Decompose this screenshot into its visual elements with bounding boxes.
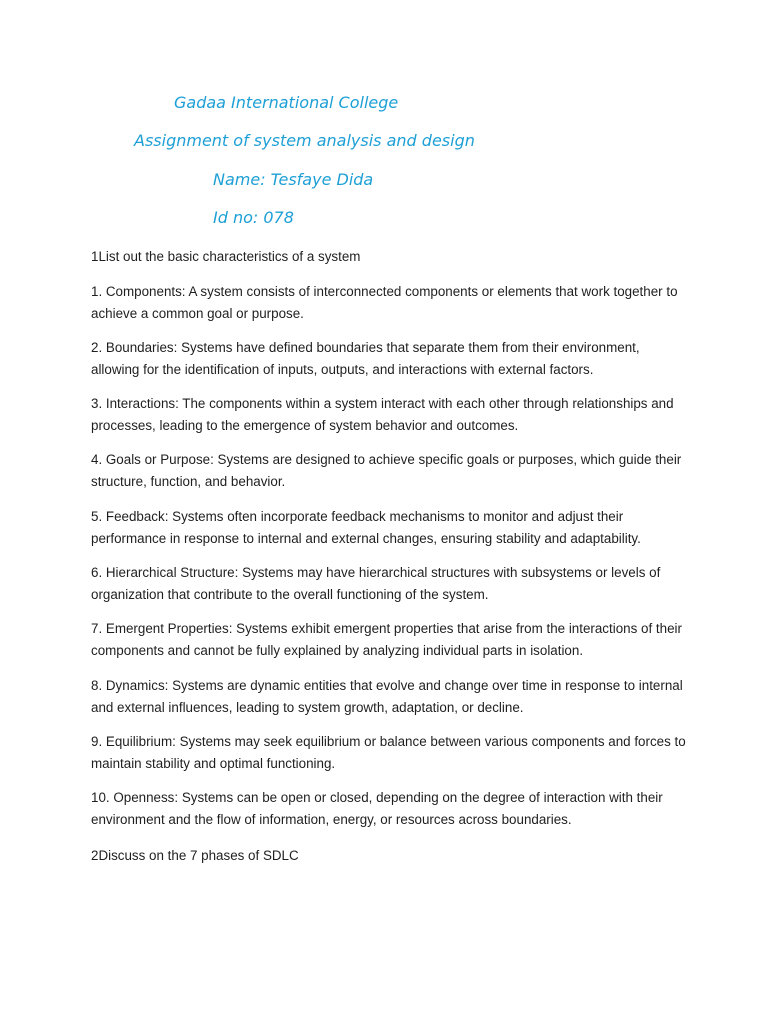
characteristic-item-equilibrium: 9. Equilibrium: Systems may seek equilibrium or balance between various components and forces to maintain stability and optimal functioning. [91, 734, 686, 771]
student-name-heading: Name: Tesfaye Dida [213, 170, 374, 189]
characteristic-item-openness: 10. Openness: Systems can be open or closed, depending on the degree of interaction with their environment and the flow of information, energy, or resources across boundaries. [91, 790, 663, 827]
characteristic-item-interactions: 3. Interactions: The components within a system interact with each other through relationships and processes, leading to the emergence of system behavior and outcomes. [91, 396, 674, 433]
characteristic-item-boundaries: 2. Boundaries: Systems have defined boundaries that separate them from their environment, allowing for the identification of inputs, outputs, and interactions with external factors. [91, 340, 640, 377]
assignment-title-heading: Assignment of system analysis and design [134, 131, 475, 150]
characteristic-item-dynamics: 8. Dynamics: Systems are dynamic entities that evolve and change over time in response to internal and external influences, leading to system growth, adaptation, or decline. [91, 678, 683, 715]
question-1: 1List out the basic characteristics of a system [91, 249, 361, 264]
characteristic-item-hierarchical-structure: 6. Hierarchical Structure: Systems may have hierarchical structures with subsystems or levels of organization that contribute to the overall functioning of the system. [91, 565, 661, 602]
characteristic-item-components: 1. Components: A system consists of interconnected components or elements that work together to achieve a common goal or purpose. [91, 284, 678, 321]
student-id-heading: Id no: 078 [213, 208, 294, 227]
question-2: 2Discuss on the 7 phases of SDLC [91, 848, 299, 863]
characteristic-item-goals: 4. Goals or Purpose: Systems are designed to achieve specific goals or purposes, which guide their structure, function, and behavior. [91, 452, 682, 489]
characteristic-item-feedback: 5. Feedback: Systems often incorporate feedback mechanisms to monitor and adjust their performance in response to internal and external changes, ensuring stability and adaptability. [91, 509, 641, 546]
college-name-heading: Gadaa International College [174, 93, 399, 112]
characteristic-item-emergent-properties: 7. Emergent Properties: Systems exhibit emergent properties that arise from the interactions of their components and cannot be fully explained by analyzing individual parts in isolation. [91, 621, 682, 658]
